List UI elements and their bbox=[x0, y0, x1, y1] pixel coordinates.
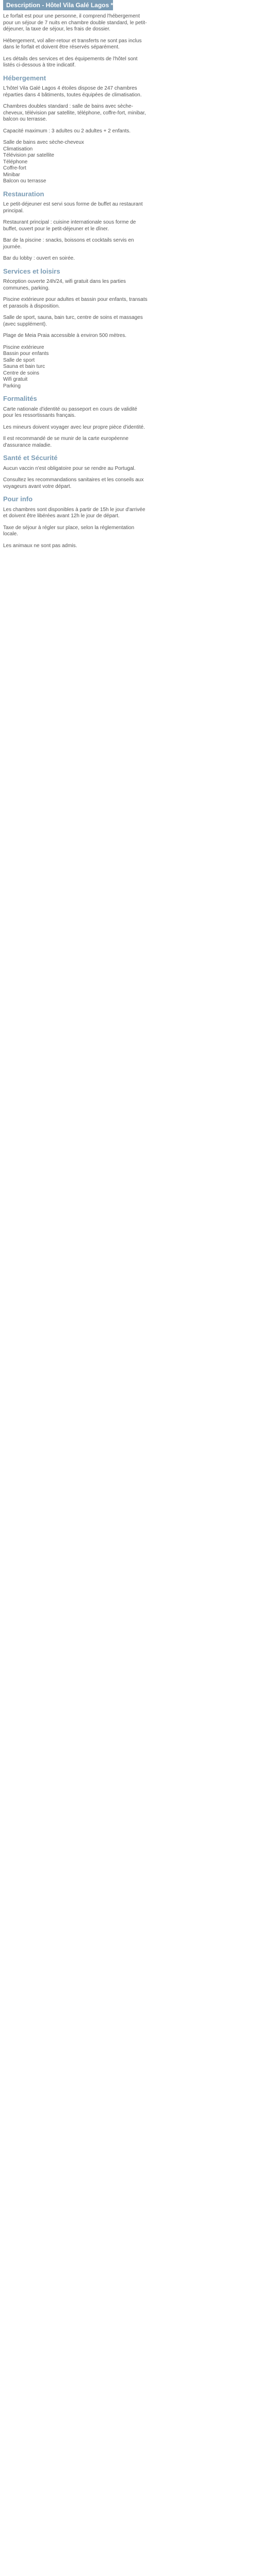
list-item: Wifi gratuit bbox=[3, 377, 28, 382]
section-paragraph: Aucun vaccin n'est obligatoire pour se rendre au Portugal. bbox=[3, 465, 136, 471]
section-paragraph: Les mineurs doivent voyager avec leur propre pièce d'identité. bbox=[3, 424, 145, 430]
list-item: Salle de bains avec sèche-cheveux bbox=[3, 140, 84, 145]
section bbox=[3, 191, 148, 262]
section-paragraph: Bar de la piscine : snacks, boissons et cocktails servis en journée. bbox=[3, 238, 134, 250]
section-list bbox=[3, 345, 148, 390]
section-paragraph: Taxe de séjour à régler sur place, selon la réglementation locale. bbox=[3, 524, 135, 537]
intro-paragraph: Hébergement, vol aller-retour et transferts ne sont pas inclus dans le forfait et doivent être réservés séparément. bbox=[3, 38, 142, 50]
intro-paragraph: Les détails des services et des équipements de l'hôtel sont listés ci-dessous à titre indicatif. bbox=[3, 56, 138, 68]
section-paragraph: Consultez les recommandations sanitaires et les conseils aux voyageurs avant votre départ. bbox=[3, 477, 144, 489]
section bbox=[3, 496, 148, 549]
description-content bbox=[3, 13, 148, 554]
section bbox=[3, 268, 148, 390]
section-list bbox=[3, 140, 148, 185]
list-item: Piscine extérieure bbox=[3, 344, 44, 350]
list-item: Climatisation bbox=[3, 146, 33, 152]
list-item: Coffre-fort bbox=[3, 165, 26, 171]
section-paragraph: Les chambres sont disponibles à partir de 15h le jour d'arrivée et doivent être libérées avant 12h le jour de départ. bbox=[3, 506, 146, 519]
section bbox=[3, 75, 148, 185]
section-paragraph: Capacité maximum : 3 adultes ou 2 adultes + 2 enfants. bbox=[3, 128, 131, 134]
list-item: Salle de sport bbox=[3, 357, 35, 363]
list-item: Télévision par satellite bbox=[3, 152, 54, 158]
intro bbox=[3, 13, 148, 69]
list-item: Téléphone bbox=[3, 159, 28, 165]
list-item: Bassin pour enfants bbox=[3, 351, 49, 357]
section-paragraph: L'hôtel Vila Galé Lagos 4 étoiles dispose de 247 chambres réparties dans 4 bâtiments, toutes équipées de climatisation. bbox=[3, 86, 142, 98]
section-paragraph: Carte nationale d'identité ou passeport en cours de validité pour les ressortissants français. bbox=[3, 406, 137, 418]
section-paragraph: Salle de sport, sauna, bain turc, centre de soins et massages (avec supplément). bbox=[3, 315, 143, 327]
section-paragraph: Réception ouverte 24h/24, wifi gratuit dans les parties communes, parking. bbox=[3, 279, 126, 291]
section-title: Services et loisirs bbox=[3, 267, 60, 275]
list-item: Minibar bbox=[3, 172, 20, 178]
sections bbox=[3, 75, 148, 550]
description-banner: Description - Hôtel Vila Galé Lagos **** bbox=[3, 0, 113, 10]
section bbox=[3, 455, 148, 490]
section-paragraph: Le petit-déjeuner est servi sous forme de buffet au restaurant principal. bbox=[3, 201, 143, 214]
section-paragraph: Il est recommandé de se munir de la carte européenne d'assurance maladie. bbox=[3, 436, 128, 448]
section-title: Pour info bbox=[3, 495, 33, 503]
section-paragraph: Piscine extérieure pour adultes et bassin pour enfants, transats et parasols à disposition. bbox=[3, 297, 148, 309]
section-title: Hébergement bbox=[3, 74, 46, 82]
section-title: Santé et Sécurité bbox=[3, 454, 58, 462]
section-title: Restauration bbox=[3, 190, 44, 198]
section bbox=[3, 396, 148, 449]
section-paragraph: Plage de Meia Praia accessible à environ 500 mètres. bbox=[3, 333, 127, 338]
section-title: Formalités bbox=[3, 395, 37, 402]
section-paragraph: Bar du lobby : ouvert en soirée. bbox=[3, 256, 75, 261]
list-item: Balcon ou terrasse bbox=[3, 178, 46, 184]
section-paragraph: Chambres doubles standard : salle de bains avec sèche-cheveux, télévision par satellite, téléphone, coffre-fort, minibar, balcon ou terrasse. bbox=[3, 104, 146, 122]
section-paragraph: Restaurant principal : cuisine internationale sous forme de buffet, ouvert pour le petit-déjeuner et le dîner. bbox=[3, 219, 136, 232]
list-item: Centre de soins bbox=[3, 370, 40, 376]
list-item: Parking bbox=[3, 383, 21, 389]
list-item: Sauna et bain turc bbox=[3, 364, 45, 369]
intro-paragraph: Le forfait est pour une personne, il comprend l'hébergement pour un séjour de 7 nuits en chambre double standard, le petit-déjeuner, la taxe de séjour, les frais de dossier. bbox=[3, 13, 147, 32]
section-paragraph: Les animaux ne sont pas admis. bbox=[3, 543, 77, 549]
